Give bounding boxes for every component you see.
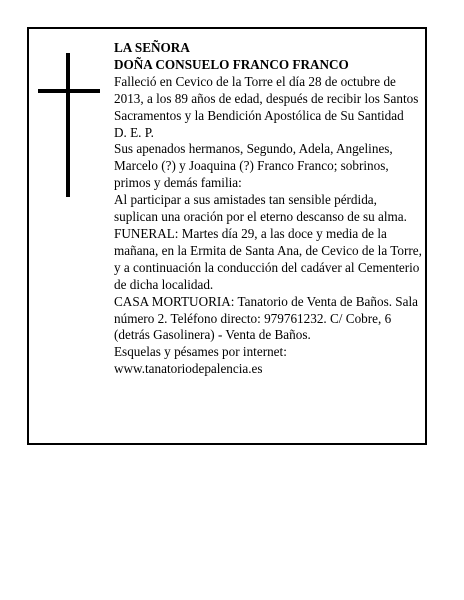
mortuary-details: CASA MORTUORIA: Tanatorio de Venta de Baños. Sala número 2. Teléfono directo: 979761232. C/ Cobre, 6 (detrás Gasolinera) - Venta de Baños. — [114, 293, 419, 343]
cross-horizontal-bar — [38, 89, 100, 93]
heading-title: LA SEÑORA — [114, 40, 190, 55]
cross-icon — [38, 53, 100, 197]
website-link[interactable]: www.tanatoriodepalencia.es — [114, 361, 263, 377]
cross-vertical-bar — [66, 53, 70, 197]
death-announcement: Falleció en Cevico de la Torre el día 28 de octubre de 2013, a los 89 años de edad, después de recibir los Santos Sacramentos y la Bendición Apostólica de Su Santidad — [114, 73, 419, 123]
online-condolences-label: Esquelas y pésames por internet: — [114, 344, 287, 360]
rip-line: D. E. P. — [114, 124, 154, 140]
funeral-details: FUNERAL: Martes día 29, a las doce y media de la mañana, en la Ermita de Santa Ana, de Cevico de la Torre, y a continuación la conducción del cadáver al Cementerio de dicha localidad. — [114, 225, 422, 292]
family-mourners: Sus apenados hermanos, Segundo, Adela, Angelines, Marcelo (?) y Joaquina (?) Franco Franco; sobrinos, primos y demás familia: — [114, 141, 393, 191]
deceased-name: DOÑA CONSUELO FRANCO FRANCO — [114, 56, 349, 72]
notice-text-block — [114, 40, 424, 378]
prayer-request: Al participar a sus amistades tan sensible pérdida, suplican una oración por el eterno descanso de su alma. — [114, 192, 407, 225]
